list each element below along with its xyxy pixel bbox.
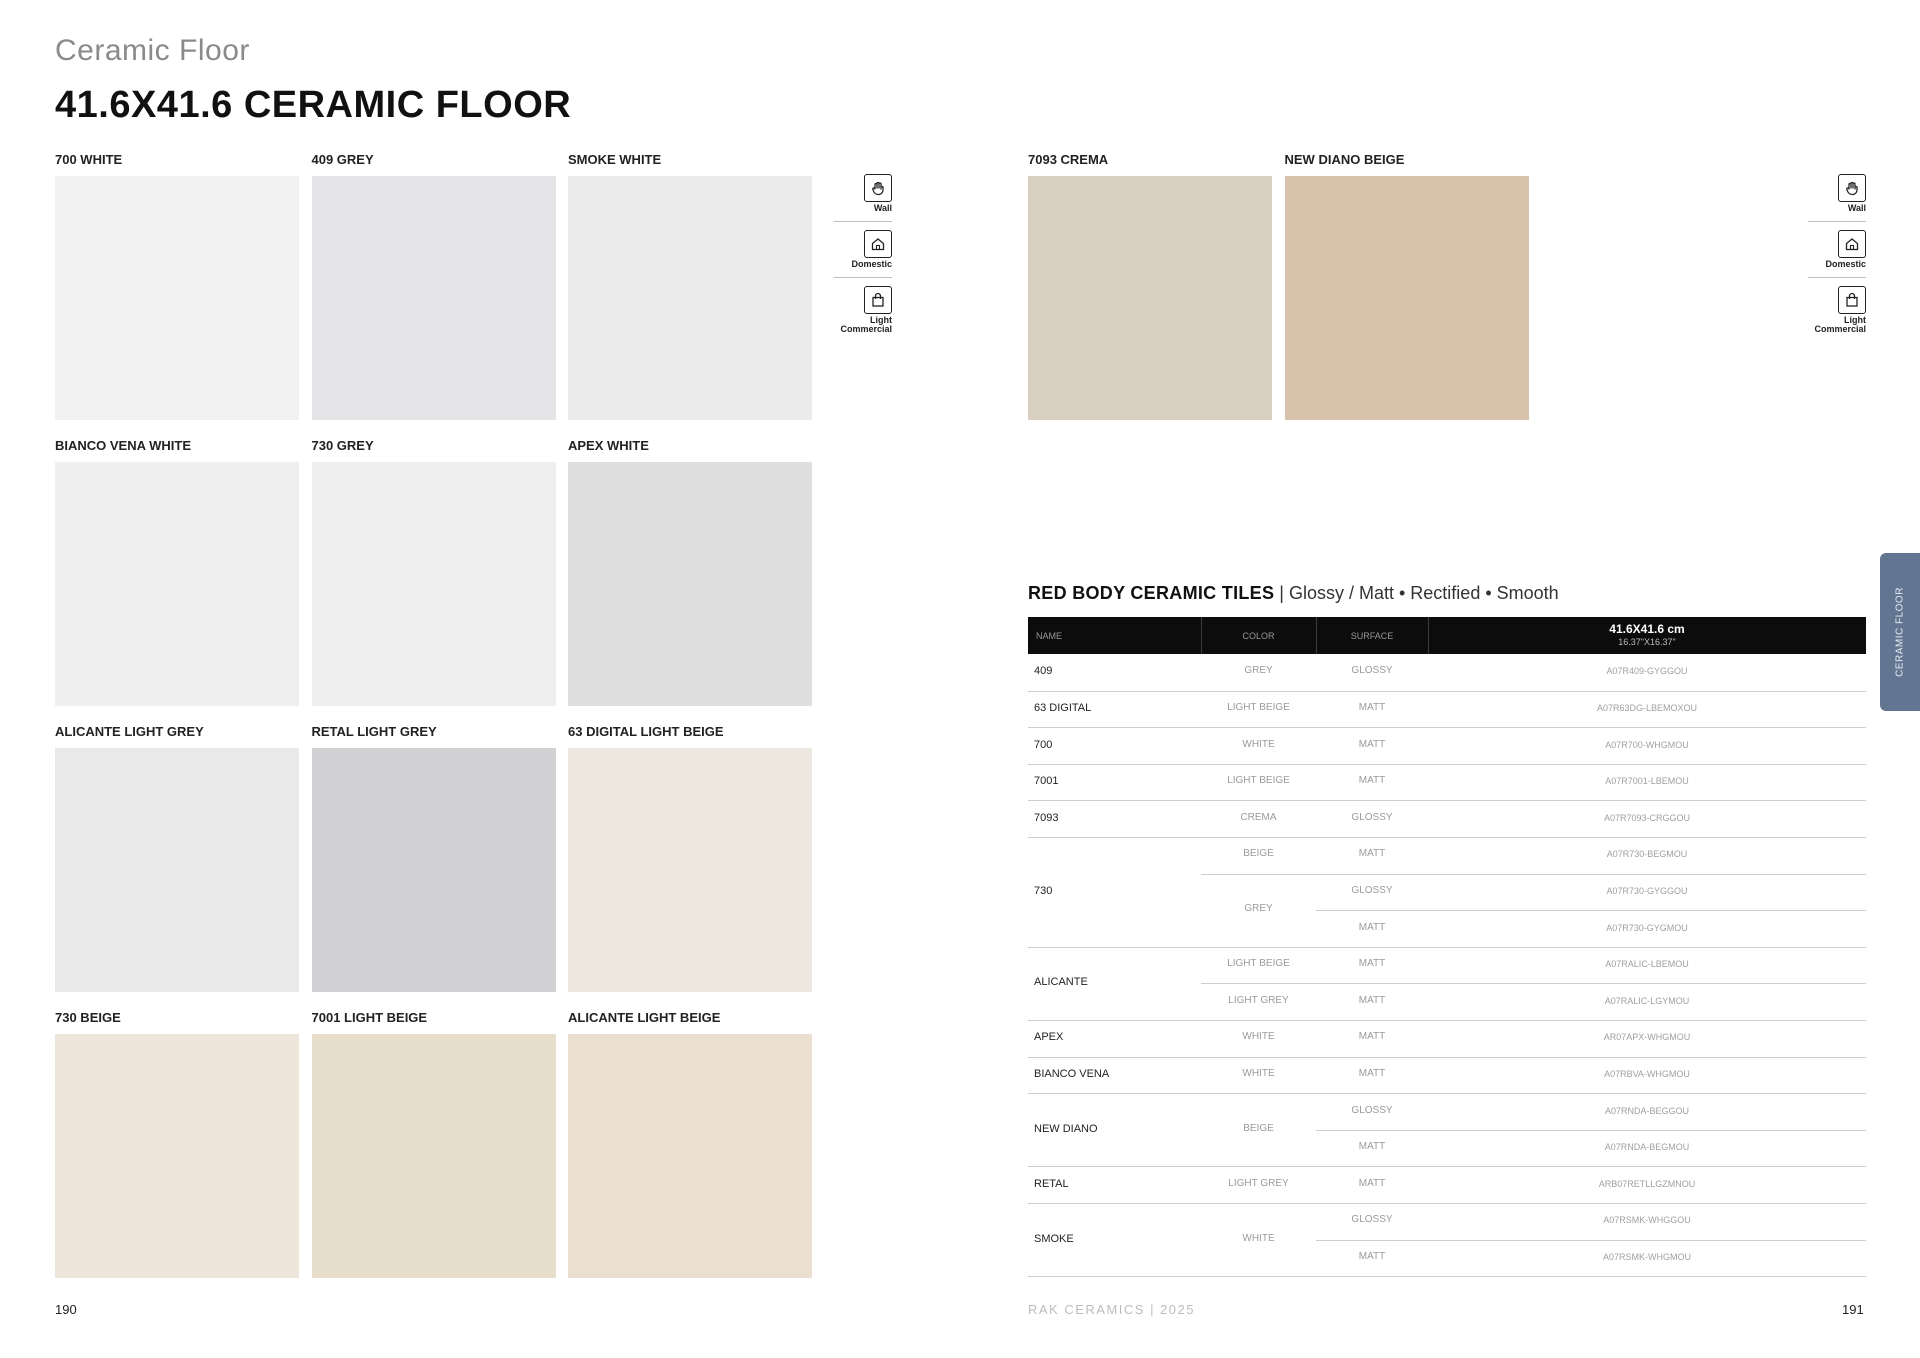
row-color: WHITE [1242,1232,1275,1244]
tile-swatch[interactable] [1028,176,1272,420]
row-surface: MATT [1358,921,1386,933]
row-color: LIGHT BEIGE [1227,775,1290,787]
tile-swatch[interactable] [55,748,299,992]
tile-swatch[interactable] [312,748,556,992]
row-divider [1028,800,1866,801]
row-name: 730 [1034,884,1053,897]
row-surface: MATT [1358,994,1386,1006]
row-divider [1028,1276,1866,1277]
hand-icon [1838,174,1866,202]
row-code: A07RNDA-BEGGOU [1604,1105,1690,1116]
row-name: SMOKE [1034,1232,1074,1245]
tile-label: 700 WHITE [55,152,123,167]
tile-swatch[interactable] [568,748,812,992]
tile-swatch[interactable] [568,176,812,420]
row-divider [1316,1240,1866,1241]
row-code: A07R700-WHGMOU [1605,739,1689,750]
row-name: 7001 [1034,775,1059,788]
row-code: A07R409-GYGGOU [1606,666,1688,677]
row-code: A07RBVA-WHGMOU [1604,1068,1690,1079]
tile-label: ALICANTE LIGHT GREY [55,724,204,739]
header-size [1428,622,1866,647]
row-divider [1028,1057,1866,1058]
row-color: WHITE [1242,1031,1275,1043]
shopping-bag-icon [1838,286,1866,314]
usage-item [832,174,892,213]
tile-swatch[interactable] [55,1034,299,1278]
row-color: GREY [1244,903,1273,915]
usage-divider [1808,221,1866,222]
row-surface: MATT [1358,1141,1386,1153]
row-divider [1028,1020,1866,1021]
tile-swatch[interactable] [312,176,556,420]
row-color: LIGHT GREY [1228,994,1289,1006]
usage-label: Wall [1847,203,1866,213]
row-surface: MATT [1358,1250,1386,1262]
usage-icons-left [832,174,892,334]
footer-brand: RAK CERAMICS | 2025 [1028,1302,1195,1317]
tile-swatch[interactable] [568,462,812,706]
row-code: A07R7001-LBEMOU [1605,776,1689,787]
tile-label: NEW DIANO BEIGE [1284,152,1405,167]
row-color: LIGHT BEIGE [1227,701,1290,713]
row-code: AR07APX-WHGMOU [1603,1032,1691,1043]
row-code: ARB07RETLLGZMNOU [1598,1178,1696,1189]
row-color: WHITE [1242,1067,1275,1079]
usage-label: Wall [873,203,892,213]
row-code: A07R7093-CRGGOU [1603,812,1691,823]
row-code: A07R730-GYGGOU [1606,885,1688,896]
header-color: COLOR [1242,630,1275,641]
row-color: CREMA [1240,811,1277,823]
row-surface: MATT [1358,701,1386,713]
row-code: A07R730-GYGMOU [1606,922,1688,933]
table-title-bold: RED BODY CERAMIC TILES [1028,583,1275,603]
row-code: A07RSMK-WHGGOU [1603,1215,1691,1226]
row-divider [1028,837,1866,838]
row-divider [1028,691,1866,692]
hand-icon [864,174,892,202]
row-divider [1028,1093,1866,1094]
row-surface: MATT [1358,1031,1386,1043]
row-surface: GLOSSY [1351,1214,1393,1226]
row-name: NEW DIANO [1034,1122,1098,1135]
row-surface: MATT [1358,958,1386,970]
shopping-bag-icon [864,286,892,314]
tile-label: APEX WHITE [568,438,649,453]
row-name: APEX [1034,1031,1064,1044]
usage-item [1806,286,1866,334]
row-surface: GLOSSY [1351,665,1393,677]
usage-divider [1808,277,1866,278]
tile-swatch[interactable] [312,462,556,706]
row-surface: GLOSSY [1351,884,1393,896]
side-tab-label: CERAMIC FLOOR [1894,587,1906,677]
usage-item [1806,230,1866,269]
side-tab[interactable] [1880,553,1920,711]
row-color: WHITE [1242,738,1275,750]
row-divider [1316,1130,1866,1131]
usage-label: Light Commercial [840,315,892,334]
row-code: A07RALIC-LBEMOU [1605,959,1689,970]
page-number-right: 191 [1842,1302,1864,1317]
tile-swatch[interactable] [55,176,299,420]
row-color: BEIGE [1243,1122,1274,1134]
row-surface: GLOSSY [1351,1104,1393,1116]
row-divider [1201,983,1866,984]
row-name: 700 [1034,738,1053,751]
row-code: A07RALIC-LGYMOU [1604,995,1690,1006]
row-name: ALICANTE [1034,976,1088,989]
usage-label: Light Commercial [1814,315,1866,334]
row-name: RETAL [1034,1177,1069,1190]
row-name: 7093 [1034,811,1059,824]
row-surface: MATT [1358,775,1386,787]
row-divider [1028,947,1866,948]
row-name: 63 DIGITAL [1034,701,1092,714]
row-surface: MATT [1358,1177,1386,1189]
row-surface: GLOSSY [1351,811,1393,823]
usage-icons-right [1806,174,1866,334]
tile-label: 63 DIGITAL LIGHT BEIGE [568,724,724,739]
row-divider [1028,727,1866,728]
tile-label: 730 GREY [311,438,374,453]
tile-label: 7093 CREMA [1028,152,1109,167]
row-color: LIGHT GREY [1228,1177,1289,1189]
row-surface: MATT [1358,1067,1386,1079]
row-code: A07RSMK-WHGMOU [1602,1251,1691,1262]
row-name: BIANCO VENA [1034,1067,1110,1080]
table-title [1028,583,1559,604]
row-code: A07R730-BEGMOU [1606,849,1688,860]
tile-swatch[interactable] [568,1034,812,1278]
row-color: GREY [1244,665,1273,677]
row-divider [1316,910,1866,911]
page-title: 41.6X41.6 CERAMIC FLOOR [55,84,572,126]
header-size-inch: 16.37"X16.37" [1618,637,1676,647]
tile-label: ALICANTE LIGHT BEIGE [568,1010,721,1025]
page-number-left: 190 [55,1302,77,1317]
row-code: A07R63DG-LBEMOXOU [1596,702,1698,713]
usage-divider [834,277,892,278]
row-divider [1028,764,1866,765]
row-color: LIGHT BEIGE [1227,958,1290,970]
row-color: BEIGE [1243,848,1274,860]
table-title-rest: | Glossy / Matt • Rectified • Smooth [1274,583,1559,603]
tile-label: BIANCO VENA WHITE [55,438,192,453]
tile-label: RETAL LIGHT GREY [311,724,437,739]
house-icon [864,230,892,258]
row-divider [1028,1166,1866,1167]
header-name: NAME [1036,630,1063,641]
row-divider [1028,1203,1866,1204]
row-divider [1201,874,1866,875]
usage-item [1806,174,1866,213]
usage-label: Domestic [1825,259,1866,269]
tile-label: 7001 LIGHT BEIGE [311,1010,428,1025]
usage-divider [834,221,892,222]
row-name: 409 [1034,665,1053,678]
tile-label: 409 GREY [311,152,374,167]
tile-swatch[interactable] [55,462,299,706]
tile-swatch[interactable] [312,1034,556,1278]
row-surface: MATT [1358,848,1386,860]
row-surface: MATT [1358,738,1386,750]
tile-label: SMOKE WHITE [568,152,662,167]
header-surface: SURFACE [1350,630,1394,641]
section-subtitle: Ceramic Floor [55,34,250,67]
usage-item [832,230,892,269]
usage-item [832,286,892,334]
row-code: A07RNDA-BEGMOU [1604,1142,1690,1153]
tile-swatch[interactable] [1285,176,1529,420]
tile-label: 730 BEIGE [55,1010,121,1025]
header-size-cm: 41.6X41.6 cm [1609,622,1685,636]
house-icon [1838,230,1866,258]
usage-label: Domestic [851,259,892,269]
table-header [1028,617,1866,654]
